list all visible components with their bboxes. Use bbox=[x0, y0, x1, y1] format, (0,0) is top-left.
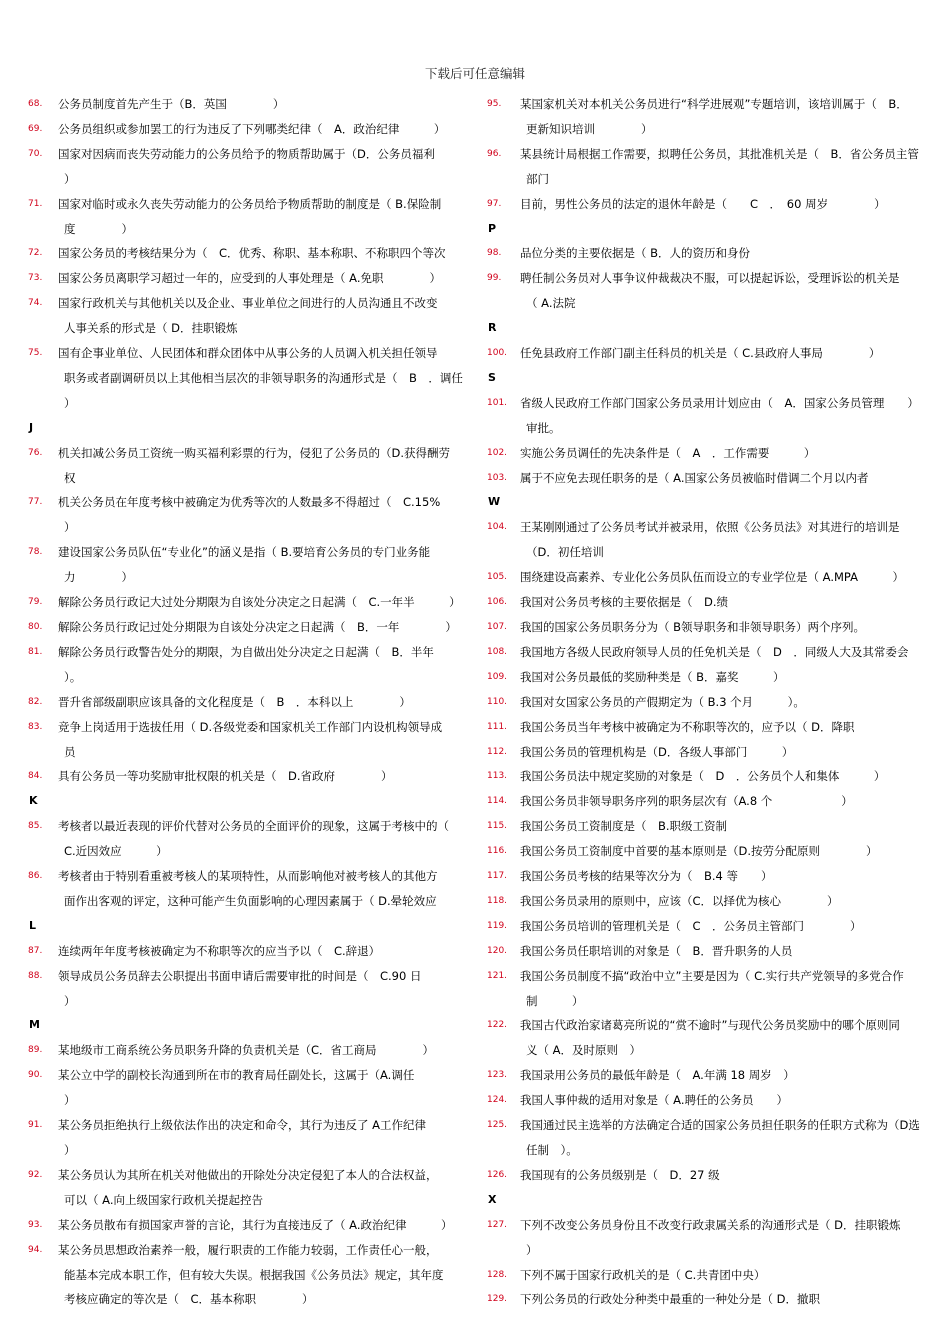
question-text: 我国通过民主选举的方法确定合适的国家公务员担任职务的任职方式称为（D选 bbox=[520, 1118, 920, 1133]
question-text: 下列不属于国家行政机关的是（ C.共青团中央） bbox=[520, 1267, 766, 1282]
question-item bbox=[482, 715, 934, 740]
question-item bbox=[482, 939, 934, 964]
question-number: 129. bbox=[487, 1294, 508, 1305]
question-number: 116. bbox=[487, 846, 508, 857]
question-item bbox=[482, 341, 934, 366]
question-number: 108. bbox=[487, 646, 508, 657]
question-item bbox=[482, 640, 934, 665]
question-item bbox=[482, 665, 934, 690]
question-number: 101. bbox=[487, 397, 508, 408]
question-text-continued: 度 ） bbox=[64, 221, 133, 236]
question-number: 69. bbox=[28, 123, 43, 134]
section-letter: K bbox=[29, 794, 38, 808]
question-number: 119. bbox=[487, 920, 508, 931]
question-text: 目前，男性公务员的法定的退休年龄是（ C ． 60 周岁 ） bbox=[520, 196, 886, 211]
question-text: 我国公务员任职培训的对象是（ B．晋升职务的人员 bbox=[520, 943, 793, 958]
question-item bbox=[482, 391, 934, 441]
question-text: 我国公务员工资制度中首要的基本原则是（D.按劳分配原则 ） bbox=[520, 844, 878, 859]
question-number: 96. bbox=[487, 148, 502, 159]
question-item bbox=[20, 690, 468, 715]
question-text-continued: 义（ A．及时原则 ） bbox=[526, 1043, 642, 1058]
question-text-continued: 更新知识培训 ） bbox=[526, 121, 653, 136]
section-letter: W bbox=[488, 495, 501, 509]
question-item bbox=[482, 864, 934, 889]
question-number: 77. bbox=[28, 497, 43, 508]
question-number: 100. bbox=[487, 348, 508, 359]
section-letter: R bbox=[488, 321, 497, 335]
question-item bbox=[20, 490, 468, 540]
question-item bbox=[20, 92, 468, 117]
question-text: 属于不应免去现任职务的是（ A.国家公务员被临时借调二个月以内者 bbox=[520, 470, 869, 485]
section-letter: X bbox=[488, 1192, 497, 1206]
question-number: 128. bbox=[487, 1269, 508, 1280]
question-text: 解除公务员行政记过处分期限为自该处分决定之日起满（ B．一年 ） bbox=[58, 620, 457, 635]
section-letter: S bbox=[488, 370, 496, 384]
question-text: 机关扣减公务员工资统一购买福利彩票的行为，侵犯了公务员的（D.获得酬劳 bbox=[58, 445, 451, 460]
question-number: 85. bbox=[28, 821, 43, 832]
question-item bbox=[482, 1113, 934, 1163]
question-item bbox=[20, 241, 468, 266]
question-text-continued: ） bbox=[64, 1143, 76, 1157]
question-text: 某公务员拒绝执行上级依法作出的决定和命令，其行为违反了 A工作纪律 bbox=[58, 1118, 427, 1133]
question-number: 84. bbox=[28, 771, 43, 782]
question-text: 下列公务员的行政处分种类中最重的一种处分是（ D．撤职 bbox=[520, 1292, 821, 1307]
question-text: 建设国家公务员队伍“专业化”的涵义是指（ B.要培育公务员的专门业务能 bbox=[58, 545, 431, 560]
question-number: 80. bbox=[28, 622, 43, 633]
question-text: 我国人事仲裁的适用对象是（ A.聘任的公务员 ） bbox=[520, 1093, 788, 1108]
question-text-continued: 任制 ）。 bbox=[526, 1143, 578, 1157]
section-letter: M bbox=[29, 1018, 40, 1032]
question-number: 73. bbox=[28, 273, 43, 284]
question-text: 我国对公务员最低的奖励种类是（ B．嘉奖 ） bbox=[520, 669, 785, 684]
question-item bbox=[482, 565, 934, 590]
question-item bbox=[482, 266, 934, 316]
question-item bbox=[20, 341, 468, 416]
question-number: 79. bbox=[28, 597, 43, 608]
question-text-continued: ） bbox=[64, 520, 76, 535]
question-item bbox=[482, 889, 934, 914]
question-number: 122. bbox=[487, 1020, 508, 1031]
question-item bbox=[482, 914, 934, 939]
question-item bbox=[20, 615, 468, 640]
question-number: 76. bbox=[28, 447, 43, 458]
question-text: 我国公务员的管理机构是（D．各级人事部门 ） bbox=[520, 744, 794, 759]
question-text: 我国公务员当年考核中被确定为不称职等次的，应予以（ D．降职 bbox=[520, 719, 855, 734]
question-text: 连续两年年度考核被确定为不称职等次的应当予以（ C.辞退） bbox=[58, 943, 381, 958]
question-number: 118. bbox=[487, 895, 508, 906]
question-item bbox=[20, 814, 468, 864]
question-item bbox=[482, 466, 934, 491]
question-text: 我国录用公务员的最低年龄是（ A.年满 18 周岁 ） bbox=[520, 1068, 795, 1083]
question-text-continued: 能基本完成本职工作，但有较大失误。根据我国《公务员法》规定，其年度 bbox=[64, 1267, 444, 1282]
question-number: 109. bbox=[487, 671, 508, 682]
question-text: 国家公务员的考核结果分为（ C．优秀、称职、基本称职、不称职四个等次 bbox=[58, 246, 446, 261]
question-text: 晋升省部级副职应该具备的文化程度是（ B ．本科以上 ） bbox=[58, 694, 411, 709]
question-item bbox=[20, 117, 468, 142]
question-text: 国家行政机关与其他机关以及企业、事业单位之间进行的人员沟通且不改变 bbox=[58, 296, 438, 311]
question-text: 我国对女国家公务员的产假期定为（ B.3 个月 ）。 bbox=[520, 694, 805, 709]
question-number: 93. bbox=[28, 1219, 43, 1230]
question-text: 聘任制公务员对人事争议仲裁裁决不服，可以提起诉讼，受理诉讼的机关是 bbox=[520, 271, 900, 286]
question-text-continued: 人事关系的形式是（ D．挂职锻炼 bbox=[64, 321, 238, 336]
question-item bbox=[482, 441, 934, 466]
question-text: 国有企事业单位、人民团体和群众团体中从事公务的人员调入机关担任领导 bbox=[58, 346, 438, 361]
question-text: 考核者以最近表现的评价代替对公务员的全面评价的现象，这属于考核中的（ bbox=[58, 819, 449, 834]
question-text: 下列不改变公务员身份且不改变行政隶属关系的沟通形式是（ D．挂职锻炼 bbox=[520, 1217, 901, 1232]
question-item bbox=[20, 715, 468, 765]
question-number: 97. bbox=[487, 198, 502, 209]
question-text-continued: ） bbox=[64, 993, 76, 1008]
left-column bbox=[20, 92, 468, 1312]
question-number: 98. bbox=[487, 248, 502, 259]
question-item bbox=[482, 1088, 934, 1113]
question-number: 115. bbox=[487, 821, 508, 832]
question-text: 公务员组织或参加罢工的行为违反了下列哪类纪律（ A．政治纪律 ） bbox=[58, 121, 446, 136]
question-number: 105. bbox=[487, 572, 508, 583]
question-item bbox=[482, 1213, 934, 1263]
question-text-continued: ） bbox=[64, 171, 76, 186]
question-number: 106. bbox=[487, 597, 508, 608]
question-text: 我国古代政治家诸葛亮所说的“赏不逾时”与现代公务员奖励中的哪个原则同 bbox=[520, 1018, 900, 1033]
question-number: 75. bbox=[28, 348, 43, 359]
question-text-continued: 制 ） bbox=[526, 993, 584, 1008]
question-text-continued: 考核应确定的等次是（ C．基本称职 ） bbox=[64, 1292, 314, 1307]
question-text: 我国公务员制度不搞“政治中立”主要是因为（ C.实行共产党领导的多党合作 bbox=[520, 968, 904, 983]
section-letter: J bbox=[29, 420, 34, 434]
question-text-continued: 员 bbox=[64, 744, 76, 759]
question-text: 国家对临时或永久丧失劳动能力的公务员给予物质帮助的制度是（ B.保险制 bbox=[58, 196, 442, 211]
question-item bbox=[482, 590, 934, 615]
question-number: 123. bbox=[487, 1070, 508, 1081]
question-item bbox=[482, 515, 934, 565]
question-number: 82. bbox=[28, 696, 43, 707]
question-text-continued: ） bbox=[64, 1093, 76, 1108]
question-text: 围绕建设高素养、专业化公务员队伍而设立的专业学位是（ A.MPA ） bbox=[520, 570, 904, 585]
question-text: 某公务员散布有损国家声誉的言论，其行为直接违反了（ A.政治纪律 ） bbox=[58, 1217, 453, 1232]
question-number: 120. bbox=[487, 945, 508, 956]
question-number: 121. bbox=[487, 970, 508, 981]
question-text-continued: ） bbox=[64, 395, 76, 410]
question-number: 126. bbox=[487, 1169, 508, 1180]
question-item bbox=[20, 1163, 468, 1213]
question-number: 127. bbox=[487, 1219, 508, 1230]
question-item bbox=[482, 615, 934, 640]
question-item bbox=[20, 590, 468, 615]
question-item bbox=[482, 1263, 934, 1288]
question-number: 81. bbox=[28, 646, 43, 657]
question-text: 任免县政府工作部门副主任科员的机关是（ C.县政府人事局 ） bbox=[520, 346, 881, 361]
question-number: 111. bbox=[487, 721, 508, 732]
question-number: 86. bbox=[28, 871, 43, 882]
question-item bbox=[482, 1163, 934, 1188]
question-number: 113. bbox=[487, 771, 508, 782]
question-number: 91. bbox=[28, 1120, 43, 1131]
question-item bbox=[20, 291, 468, 341]
question-item bbox=[482, 241, 934, 266]
question-text: 我国公务员非领导职务序列的职务层次有（A.8 个 ） bbox=[520, 794, 853, 809]
question-number: 94. bbox=[28, 1244, 43, 1255]
question-text: 某公务员思想政治素养一般，履行职责的工作能力较弱，工作责任心一般， bbox=[58, 1242, 438, 1257]
question-text: 某公立中学的副校长沟通到所在市的教育局任副处长，这属于（A.调任 bbox=[58, 1068, 415, 1083]
question-text: 王某刚刚通过了公务员考试并被录用，依照《公务员法》对其进行的培训是 bbox=[520, 520, 900, 535]
question-text: 解除公务员行政警告处分的期限，为自做出处分决定之日起满（ B．半年 bbox=[58, 644, 434, 659]
question-number: 71. bbox=[28, 198, 43, 209]
question-number: 117. bbox=[487, 871, 508, 882]
question-text: 我国现有的公务员级别是（ D．27 级 bbox=[520, 1167, 720, 1182]
question-text-continued: 权 bbox=[64, 470, 76, 485]
question-text-continued: ） bbox=[526, 1242, 538, 1257]
question-item bbox=[482, 690, 934, 715]
question-item bbox=[482, 740, 934, 765]
question-text: 实施公务员调任的先决条件是（ A ．工作需要 ） bbox=[520, 445, 816, 460]
question-item bbox=[482, 192, 934, 217]
question-number: 103. bbox=[487, 472, 508, 483]
question-text: 我国的国家公务员职务分为（ B领导职务和非领导职务）两个序列。 bbox=[520, 619, 866, 634]
question-text: 国家公务员离职学习超过一年的，应受到的人事处理是（ A.免职 ） bbox=[58, 271, 441, 286]
question-item bbox=[20, 864, 468, 914]
question-text: 考核者由于特别看重被考核人的某项特性，从而影响他对被考核人的其他方 bbox=[58, 869, 438, 884]
question-text: 国家对因病而丧失劳动能力的公务员给予的物质帮助属于（D．公务员福利 bbox=[58, 146, 435, 161]
question-number: 68. bbox=[28, 99, 43, 109]
question-text: 具有公务员一等功奖励审批权限的机关是（ D.省政府 ） bbox=[58, 769, 393, 784]
question-item bbox=[482, 839, 934, 864]
question-text: 机关公务员在年度考核中被确定为优秀等次的人数最多不得超过（ C.15% bbox=[58, 495, 441, 510]
question-text: 我国对公务员考核的主要依据是（ D.绩 bbox=[520, 595, 729, 610]
question-text: 我国公务员考核的结果等次分为（ B.4 等 ） bbox=[520, 869, 773, 884]
question-number: 87. bbox=[28, 945, 43, 956]
question-item bbox=[482, 764, 934, 789]
question-text: 解除公务员行政记大过处分期限为自该处分决定之日起满（ C.一年半 ） bbox=[58, 595, 461, 610]
question-text: 我国地方各级人民政府领导人员的任免机关是（ D ．同级人大及其常委会 bbox=[520, 644, 909, 659]
question-text: 我国公务员培训的管理机关是（ C ．公务员主管部门 ） bbox=[520, 918, 862, 933]
question-text-continued: （D．初任培训 bbox=[526, 545, 604, 560]
question-text-continued: 面作出客观的评定，这种可能产生负面影响的心理因素属于（ D.晕轮效应 bbox=[64, 893, 437, 908]
question-item bbox=[20, 540, 468, 590]
question-text: 我国公务员法中规定奖励的对象是（ D ．公务员个人和集体 ） bbox=[520, 769, 886, 784]
question-item bbox=[20, 964, 468, 1014]
question-number: 124. bbox=[487, 1095, 508, 1106]
question-number: 125. bbox=[487, 1120, 508, 1131]
question-number: 78. bbox=[28, 547, 43, 558]
question-text-continued: 力 ） bbox=[64, 570, 133, 585]
question-text: 竞争上岗适用于选拔任用（ D.各级党委和国家机关工作部门内设机构领导成 bbox=[58, 719, 443, 734]
question-text: 省级人民政府工作部门国家公务员录用计划应由（ A．国家公务员管理 ） bbox=[520, 395, 919, 410]
question-item bbox=[20, 1038, 468, 1063]
question-item bbox=[482, 1063, 934, 1088]
question-text: 某地级市工商系统公务员职务升降的负责机关是（C．省工商局 ） bbox=[58, 1043, 435, 1058]
question-number: 74. bbox=[28, 298, 43, 309]
question-item bbox=[20, 1238, 468, 1313]
right-column bbox=[482, 92, 934, 1312]
question-number: 112. bbox=[487, 746, 508, 757]
question-text-continued: 部门 bbox=[526, 171, 549, 186]
question-text-continued: （ A.法院 bbox=[526, 296, 576, 311]
question-text: 某公务员认为其所在机关对他做出的开除处分决定侵犯了本人的合法权益， bbox=[58, 1167, 438, 1182]
question-text-continued: 职务或者副调研员以上其他相当层次的非领导职务的沟通形式是（ B ．调任 bbox=[64, 370, 463, 385]
question-item bbox=[20, 142, 468, 192]
question-number: 102. bbox=[487, 447, 508, 458]
question-item bbox=[20, 441, 468, 491]
page-header: 下载后可任意编辑 bbox=[424, 66, 525, 81]
question-item bbox=[482, 814, 934, 839]
question-number: 99. bbox=[487, 273, 502, 284]
question-number: 89. bbox=[28, 1045, 43, 1056]
question-text: 品位分类的主要依据是（ B．人的资历和身份 bbox=[520, 246, 751, 261]
question-item bbox=[482, 92, 934, 142]
question-text: 领导成员公务员辞去公职提出书面申请后需要审批的时间是（ C.90 日 bbox=[58, 968, 422, 983]
question-item bbox=[20, 764, 468, 789]
section-letter: P bbox=[488, 221, 497, 235]
question-item bbox=[20, 1113, 468, 1163]
question-number: 72. bbox=[28, 248, 43, 259]
question-text: 我国公务员录用的原则中，应该（C．以择优为核心 ） bbox=[520, 893, 839, 908]
question-number: 88. bbox=[28, 970, 43, 981]
question-number: 70. bbox=[28, 148, 43, 159]
question-text: 我国公务员工资制度是（ B.职级工资制 bbox=[520, 819, 728, 834]
question-number: 92. bbox=[28, 1169, 43, 1180]
question-number: 95. bbox=[487, 99, 502, 109]
question-item bbox=[482, 1013, 934, 1063]
question-number: 83. bbox=[28, 721, 43, 732]
question-text-continued: 审批。 bbox=[526, 420, 561, 435]
question-item bbox=[482, 1287, 934, 1312]
question-text: 公务员制度首先产生于（B．英国 ） bbox=[58, 97, 285, 111]
question-item bbox=[482, 964, 934, 1014]
question-number: 114. bbox=[487, 796, 508, 807]
question-item bbox=[20, 1063, 468, 1113]
question-text: 某县统计局根据工作需要，拟聘任公务员，其批准机关是（ B．省公务员主管 bbox=[520, 146, 919, 161]
question-item bbox=[20, 1213, 468, 1238]
question-item bbox=[20, 640, 468, 690]
question-item bbox=[482, 789, 934, 814]
question-text-continued: 可以（ A.向上级国家行政机关提起控告 bbox=[64, 1192, 263, 1207]
question-text-continued: C.近因效应 ） bbox=[64, 844, 168, 859]
question-number: 107. bbox=[487, 621, 508, 632]
question-text-continued: ）。 bbox=[64, 669, 82, 684]
question-item bbox=[20, 192, 468, 242]
question-number: 90. bbox=[28, 1070, 43, 1081]
question-item bbox=[20, 266, 468, 291]
question-number: 110. bbox=[487, 696, 508, 707]
question-item bbox=[482, 142, 934, 192]
question-text: 某国家机关对本机关公务员进行“科学进展观”专题培训，该培训属于（ B． bbox=[520, 97, 908, 111]
question-number: 104. bbox=[487, 522, 508, 533]
section-letter: L bbox=[29, 918, 37, 932]
question-item bbox=[20, 939, 468, 964]
